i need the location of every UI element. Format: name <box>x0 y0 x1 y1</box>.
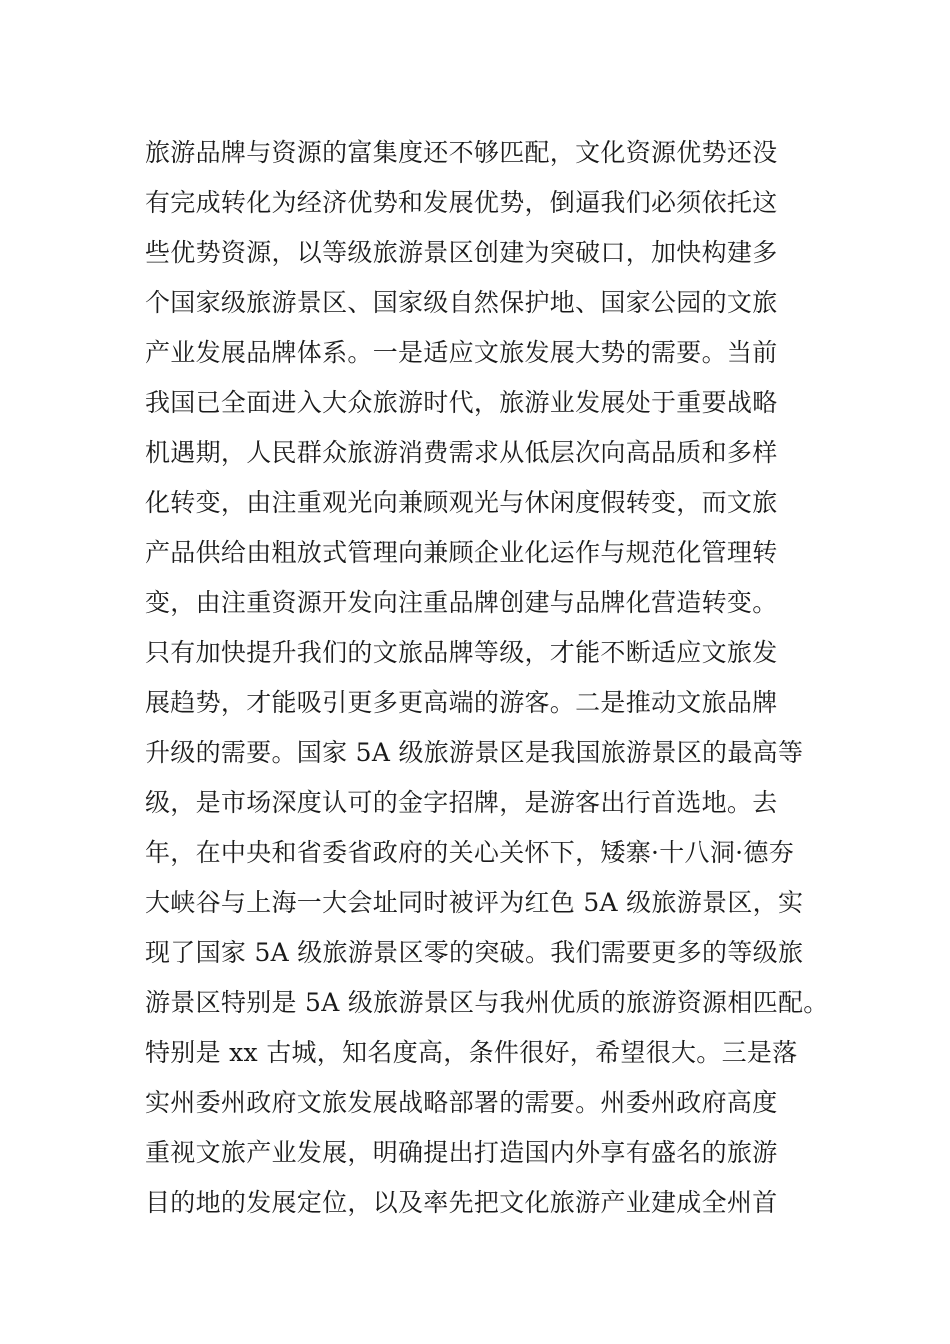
text-line: 我国已全面进入大众旅游时代，旅游业发展处于重要战略 <box>145 388 778 417</box>
text-line: 有完成转化为经济优势和发展优势，倒逼我们必须依托这 <box>145 188 778 217</box>
text-line: 些优势资源，以等级旅游景区创建为突破口，加快构建多 <box>145 238 778 267</box>
text-line: 变，由注重资源开发向注重品牌创建与品牌化营造转变。 <box>145 588 778 617</box>
text-line: 个国家级旅游景区、国家级自然保护地、国家公园的文旅 <box>145 288 778 317</box>
text-line: 现了国家 5A 级旅游景区零的突破。我们需要更多的等级旅 <box>145 938 804 967</box>
text-line: 化转变，由注重观光向兼顾观光与休闲度假转变，而文旅 <box>145 488 778 517</box>
text-line: 机遇期，人民群众旅游消费需求从低层次向高品质和多样 <box>145 438 778 467</box>
text-line: 重视文旅产业发展，明确提出打造国内外享有盛名的旅游 <box>145 1138 778 1167</box>
text-line: 级，是市场深度认可的金字招牌，是游客出行首选地。去 <box>145 788 778 817</box>
body-paragraph <box>145 128 845 1228</box>
text-line: 产业发展品牌体系。一是适应文旅发展大势的需要。当前 <box>145 338 778 367</box>
text-line: 大峡谷与上海一大会址同时被评为红色 5A 级旅游景区，实 <box>145 888 804 917</box>
text-line: 旅游品牌与资源的富集度还不够匹配，文化资源优势还没 <box>145 138 778 167</box>
text-line: 目的地的发展定位，以及率先把文化旅游产业建成全州首 <box>145 1188 778 1217</box>
text-line: 游景区特别是 5A 级旅游景区与我州优质的旅游资源相匹配。 <box>145 988 829 1017</box>
text-line: 展趋势，才能吸引更多更高端的游客。二是推动文旅品牌 <box>145 688 778 717</box>
text-line: 只有加快提升我们的文旅品牌等级，才能不断适应文旅发 <box>145 638 778 667</box>
text-line: 特别是 xx 古城，知名度高，条件很好，希望很大。三是落 <box>145 1038 798 1067</box>
text-line: 年，在中央和省委省政府的关心关怀下，矮寨·十八洞·德夯 <box>145 838 794 867</box>
text-line: 升级的需要。国家 5A 级旅游景区是我国旅游景区的最高等 <box>145 738 804 767</box>
text-line: 产品供给由粗放式管理向兼顾企业化运作与规范化管理转 <box>145 538 778 567</box>
text-line: 实州委州政府文旅发展战略部署的需要。州委州政府高度 <box>145 1088 778 1117</box>
